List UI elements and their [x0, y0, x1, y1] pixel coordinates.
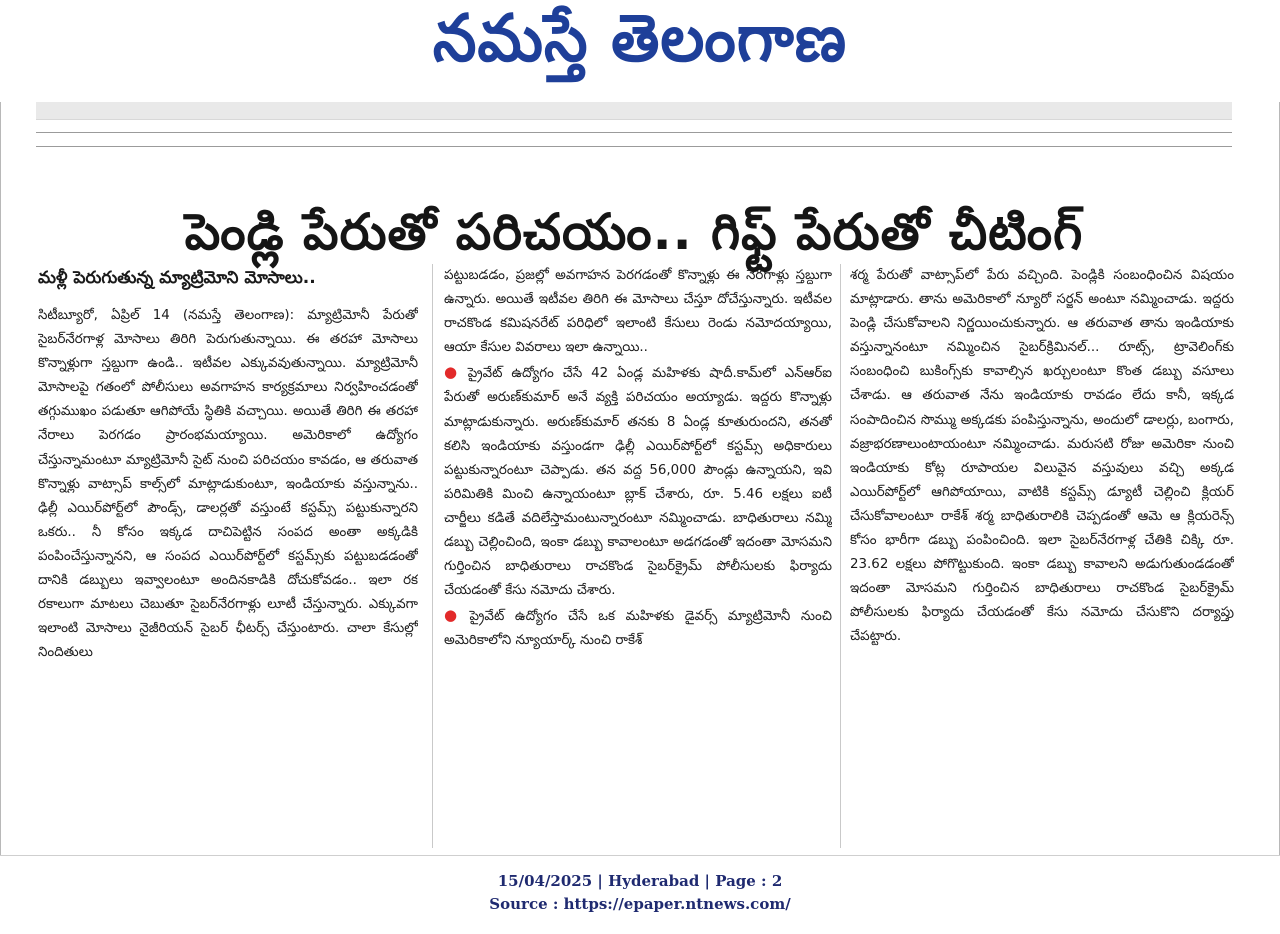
case-1-text: ప్రైవేట్ ఉద్యోగం చేసే 42 ఏండ్ల మహిళకు షాదీ.కామ్‌లో ఎన్ఆర్ఐ పేరుతో అరుణ్‌కుమార్ అనే వ్యక్తి పరిచయం అయ్యాడు. ఇద్దరు కొన్నాళ్లు మాట్లాడుకున్నారు. అరుణ్‌కుమార్ తనకు 8 ఏండ్ల కూతురుందని, తనతో కలిసి ఇండియాకు వస్తుండగా ఢిల్లీ ఎయిర్‌పోర్ట్‌లో కస్టమ్స్ అధికారులు పట్టుకున్నారంటూ చెప్పాడు. తన వద్ద 56,000 పౌండ్లు ఉన్నాయని, ఇవి పరిమితికి మించి ఉన్నాయంటూ బ్లాక్ చేశారు, రూ. 5.46 లక్షలు ఐటీ చార్జీలు కడితే వదిలేస్తామంటున్నారంటూ నమ్మించాడు. బాధితురాలు నమ్మి డబ్బు చెల్లించింది, ఇంకా డబ్బు కావాలంటూ అడగడంతో ఇదంతా మోసమని గుర్తించిన బాధితురాలు రాచకొండ సైబర్‌క్రైమ్ పోలీసులకు ఫిర్యాదు చేయడంతో కేసు నమోదు చేశారు. [444, 366, 832, 599]
top-rule [36, 132, 1232, 133]
bottom-rule [0, 855, 1280, 856]
footer-dateline: 15/04/2025 | Hyderabad | Page : 2 [497, 872, 783, 890]
left-page-edge [0, 102, 1, 856]
article-column-2 [444, 264, 832, 844]
column-3-text: శర్మ పేరుతో వాట్సాప్‌లో పేరు వచ్చింది. పెండ్లికి సంబంధించిన విషయం మాట్లాడారు. తాను అమెరికాలో న్యూరో సర్జన్ అంటూ నమ్మించాడు. ఇద్దరు పెండ్లి చేసుకోవాలని నిర్ణయించుకున్నారు. ఆ తరువాత తాను ఇండియాకు వస్తున్నానంటూ నమ్మించిన సైబర్‌క్రిమినల్... రూట్స్, ట్రావెలింగ్‌కు సంబంధించి బుకింగ్స్‌కు కావాల్సిన ఖర్చులంటూ కొంత డబ్బు వసూలు చేశాడు. ఆ తరువాత నేను ఇండియాకు రావడం లేదు కానీ, ఇక్కడ సంపాదించిన సొమ్ము అక్కడకు పంపిస్తున్నాను, అందులో డాలర్లు, బంగారు, వజ్రాభరణాలుంటాయంటూ నమ్మించాడు. మరుసటి రోజు అమెరికా నుంచి ఇండియాకు కోట్ల రూపాయల విలువైన వస్తువులు వచ్చి అక్కడ ఎయిర్‌పోర్ట్‌లో ఆగిపోయాయి, వాటికి కస్టమ్స్ డ్యూటీ చెల్లించి క్లియర్ చేసుకోవాలంటూ రాకేశ్ శర్మ బాధితురాలికి చెప్పడంతో ఆమె ఆ క్లియరెన్స్ కోసం భారీగా డబ్బు పంపించింది. ఇలా సైబర్‌నేరగాళ్ల చేతికి చిక్కి రూ. 23.62 లక్షలు పోగొట్టుకుంది. ఇంకా డబ్బు కావాలని అడుగుతుండడంతో ఇదంతా మోసమని గుర్తించిన బాధితురాలు రాచకొండ సైబర్‌క్రైమ్ పోలీసులకు ఫిర్యాదు చేయడంతో కేసు నమోదు చేసుకొని దర్యాప్తు చేపట్టారు. [850, 268, 1234, 645]
article-subhead: మళ్లీ పెరుగుతున్న మ్యాట్రిమోని మోసాలు.. [38, 268, 316, 288]
article-column-1 [38, 262, 418, 844]
footer-source: Source : https://epaper.ntnews.com/ [489, 895, 791, 913]
header-band [36, 102, 1232, 120]
article-column-3 [850, 264, 1234, 844]
red-bullet-icon: ● [444, 363, 462, 382]
column-1-text: సిటీబ్యూరో, ఏప్రిల్ 14 (నమస్తే తెలంగాణ): మ్యాట్రిమోనీ పేరుతో సైబర్‌నేరగాళ్ల మోసాలు తిరిగి పెరుగుతున్నాయి. ఈ తరహా మోసాలు కొన్నాళ్లుగా స్తబ్దుగా ఉండి.. ఇటీవల ఎక్కువవుతున్నాయి. మ్యాట్రిమోనీ మోసాలపై గతంలో పోలీసులు అవగాహన కార్యక్రమాలు నిర్వహించడంతో తగ్గుముఖం పడుతూ ఆగిపోయే స్థితికి వచ్చాయి. అయితే తిరిగి ఈ తరహా నేరాలు పెరగడం ప్రారంభమయ్యాయి. అమెరికాలో ఉద్యోగం చేస్తున్నామంటూ మ్యాట్రిమోనీ సైట్ నుంచి పరిచయం కావడం, ఆ తరువాత కొన్నాళ్లు వాట్సాప్ కాల్స్‌లో మాట్లాడుకుంటూ, ఇండియాకు వస్తున్నాను.. ఢిల్లీ ఎయిర్‌పోర్ట్‌లో పౌండ్స్, డాలర్లతో వస్తుంటే కస్టమ్స్ పట్టుకున్నారని ఒకరు.. నీ కోసం ఇక్కడ దాచిపెట్టిన సంపద అంతా అక్కడికి పంపించేస్తున్నానని, ఆ సంపద ఎయిర్‌పోర్ట్‌లో కస్టమ్స్‌కు పట్టుబడడంతో దానికి డబ్బులు ఇవ్వాలంటూ అందినకాడికి దోచుకోవడం.. ఇలా రక రకాలుగా మాటలు చెబుతూ సైబర్‌నేరగాళ్లు లూటీ చేస్తున్నారు. ఎక్కువగా ఇలాంటి మోసాలు నైజీరియన్ సైబర్ ఛీటర్స్ చేస్తుంటారు. చాలా కేసుల్లో నిందితులు [38, 308, 418, 661]
case-2-paragraph [444, 603, 832, 653]
article-headline: పెండ్లి పేరుతో పరిచయం.. గిఫ్ట్ పేరుతో చీటింగ్ [184, 202, 1084, 261]
column-divider-2 [840, 264, 841, 848]
case-1-paragraph [444, 360, 832, 603]
top-rule-2 [36, 146, 1232, 147]
case-2-text: ప్రైవేట్ ఉద్యోగం చేసే ఒక మహిళకు డైవర్స్ మ్యాట్రిమోనీ నుంచి అమెరికాలోని న్యూయార్క్ నుంచి రాకేశ్ [444, 609, 832, 649]
column-2-intro: పట్టుబడడం, ప్రజల్లో అవగాహన పెరగడంతో కొన్నాళ్లు ఈ నేరగాళ్లు స్తబ్దుగా ఉన్నారు. అయితే ఇటీవల తిరిగి ఈ మోసాలు చేస్తూ దోచేస్తున్నారు. ఇటీవల రాచకొండ కమిషనరేట్ పరిధిలో ఇలాంటి కేసులు రెండు నమోదయ్యాయి, ఆయా కేసుల వివరాలు ఇలా ఉన్నాయి.. [444, 268, 832, 356]
column-divider-1 [432, 264, 433, 848]
newspaper-name: నమస్తే తెలంగాణ [432, 0, 848, 77]
masthead-logo [0, 0, 1280, 92]
red-bullet-icon: ● [444, 606, 464, 625]
